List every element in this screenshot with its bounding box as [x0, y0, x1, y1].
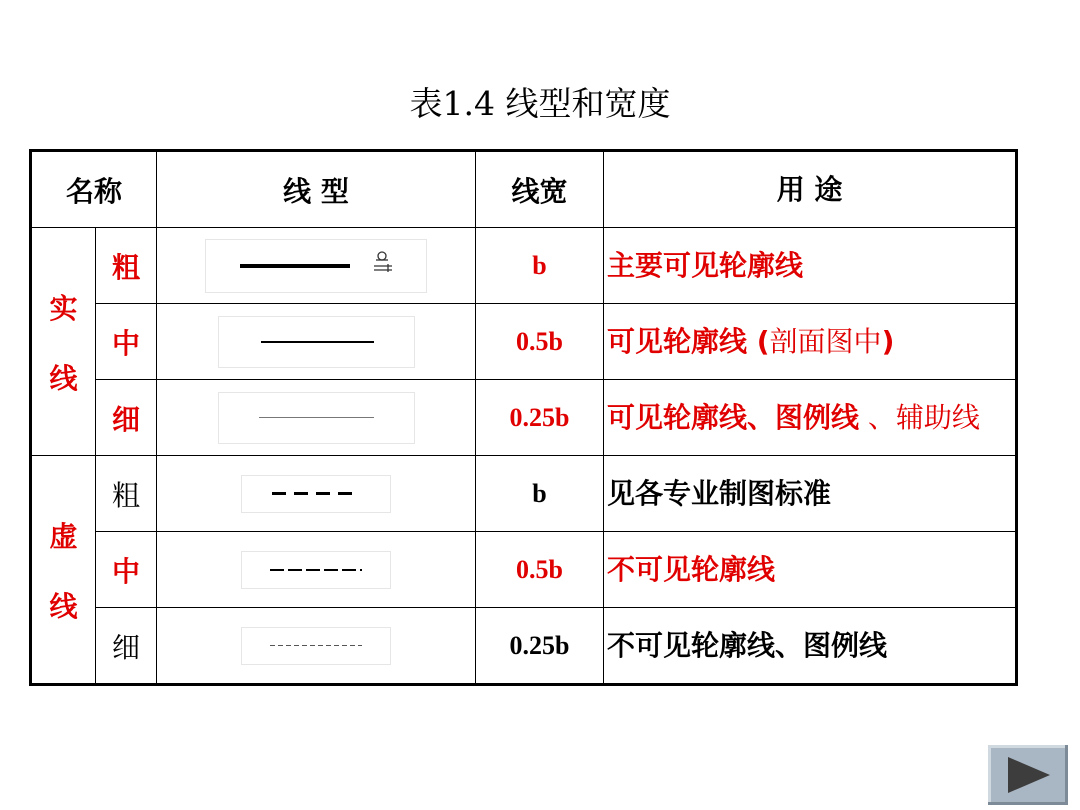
row-use [604, 456, 1017, 532]
row-sub-label: 细 [96, 608, 157, 685]
row-sub-label: 中 [96, 304, 157, 380]
row-sub-label: 细 [96, 380, 157, 456]
row-width: 0.5b [476, 304, 604, 380]
table-header-row [31, 151, 1017, 228]
use-tail-text: ) [881, 324, 895, 358]
line-sample-cell [157, 456, 476, 532]
table-row [31, 532, 1017, 608]
row-use [604, 608, 1017, 685]
row-width: 0.25b [476, 380, 604, 456]
row-use [604, 380, 1017, 456]
table-row [31, 228, 1017, 304]
use-extra-text: 剖面图中 [769, 324, 882, 358]
header-type: 线 型 [157, 151, 476, 228]
row-use [604, 304, 1017, 380]
line-sample-solid-thick [205, 239, 427, 293]
table-row [31, 380, 1017, 456]
group-label-top: 虚 [49, 519, 78, 553]
line-sample-cell [157, 228, 476, 304]
line-sample-dashed-medium [241, 551, 391, 589]
line-sample-solid-medium [218, 316, 415, 368]
table-row [31, 456, 1017, 532]
line-sample-dashed-thin [241, 627, 391, 665]
line-sample-cell [157, 380, 476, 456]
next-slide-button[interactable] [988, 745, 1068, 805]
line-sample-cell [157, 608, 476, 685]
row-sub-label: 粗 [96, 456, 157, 532]
row-width: 0.25b [476, 608, 604, 685]
table-row [31, 608, 1017, 685]
line-sample-cell [157, 532, 476, 608]
group-dashed [31, 456, 96, 685]
table-row [31, 304, 1017, 380]
row-width: b [476, 228, 604, 304]
row-sub-label: 中 [96, 532, 157, 608]
header-use: 用 途 [604, 151, 1017, 228]
line-type-table [29, 149, 1018, 686]
line-sample-solid-thin [218, 392, 415, 444]
group-label-top: 实 [49, 291, 78, 325]
row-use [604, 532, 1017, 608]
group-solid [31, 228, 96, 456]
use-main-text: 主要可见轮廓线 [607, 248, 804, 282]
row-width: 0.5b [476, 532, 604, 608]
use-main-text: 见各专业制图标准 [607, 476, 832, 510]
group-label-bottom: 线 [49, 589, 78, 623]
use-main-text: 不可见轮廓线、图例线 [607, 628, 888, 662]
page-title: 表1.4 线型和宽度 [409, 84, 671, 123]
use-extra-text: 、辅助线 [859, 400, 980, 434]
line-sample-cell [157, 304, 476, 380]
anchor-icon [370, 248, 400, 278]
play-triangle-icon [1004, 755, 1052, 795]
group-label-bottom: 线 [49, 361, 78, 395]
use-main-text: 可见轮廓线 ( [607, 324, 770, 358]
row-use [604, 228, 1017, 304]
header-name: 名称 [31, 151, 157, 228]
row-width: b [476, 456, 604, 532]
line-sample-dashed-thick [241, 475, 391, 513]
use-main-text: 不可见轮廓线 [607, 552, 776, 586]
row-sub-label: 粗 [96, 228, 157, 304]
use-main-text: 可见轮廓线、图例线 [607, 400, 860, 434]
header-width: 线宽 [476, 151, 604, 228]
